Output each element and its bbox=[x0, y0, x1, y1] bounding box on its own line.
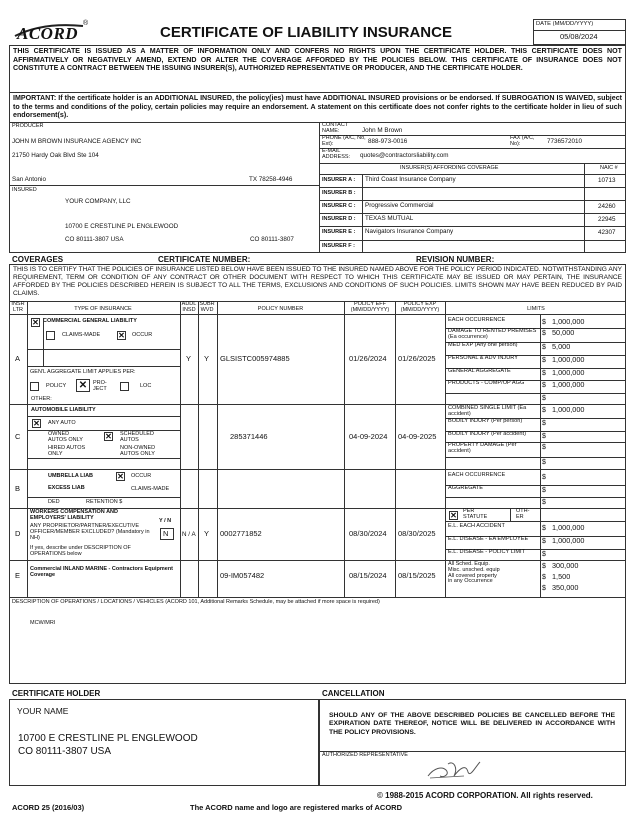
limit-label: BODILY INJURY (Per accident) bbox=[448, 431, 526, 437]
limit-dollar-sign: $ bbox=[542, 395, 546, 402]
insurer-name: Navigators Insurance Company bbox=[365, 228, 454, 235]
gl-subr-wvd: Y bbox=[204, 354, 210, 363]
limit-label: DAMAGE TO RENTED PREMISES (Ea occurrence) bbox=[448, 328, 537, 340]
holder-city: CO 80111-3807 USA bbox=[18, 746, 112, 757]
occur-label: OCCUR bbox=[132, 332, 153, 338]
phone-value: 888-973-0016 bbox=[368, 138, 408, 145]
important-text: IMPORTANT: If the certificate holder is an ADDITIONAL INSURED, the policy(ies) must have ADDITIONAL INSURED provisions or be endorsed. If SUBROGATION IS WAIVED, subject to the terms and conditions of the policy, certain policies may require an endorsement. A statement on this certificate does not confer rights to the certificate holder in lieu of such endorsement(s). bbox=[13, 94, 622, 119]
insurer-name: TEXAS MUTUAL bbox=[365, 215, 414, 222]
insurers-header: INSURER(S) AFFORDING COVERAGE bbox=[400, 165, 499, 171]
limit-value: 1,000,000 bbox=[552, 368, 585, 377]
col-policy-number: POLICY NUMBER bbox=[257, 306, 304, 312]
loc-checkbox[interactable] bbox=[120, 382, 129, 391]
gl-addl-insd: Y bbox=[186, 354, 192, 363]
scheduled-autos-label: SCHEDULED AUTOS bbox=[120, 431, 154, 443]
fax-value: 7736572010 bbox=[547, 138, 583, 145]
producer-name: JOHN M BROWN INSURANCE AGENCY INC bbox=[12, 138, 142, 145]
inland-policy-number: 09-IM057482 bbox=[220, 571, 265, 580]
limit-label: BODILY INJURY (Per person) bbox=[448, 418, 523, 424]
signature-mark bbox=[424, 758, 484, 784]
retention-label: RETENTION $ bbox=[86, 499, 123, 505]
limit-label: E.L. EACH ACCIDENT bbox=[448, 523, 505, 529]
limit-dollar-sign: $ bbox=[542, 330, 546, 337]
insurer-divider bbox=[319, 187, 626, 188]
insurer-label: INSURER F : bbox=[322, 243, 355, 249]
form-number: ACORD 25 (2016/03) bbox=[12, 803, 85, 812]
insured-address: 10700 E CRESTLINE PL ENGLEWOOD bbox=[65, 223, 179, 230]
producer-state-zip: TX 78258-4946 bbox=[249, 176, 293, 183]
project-checkbox[interactable]: ✕ bbox=[76, 379, 90, 392]
limit-label: MED EXP (Any one person) bbox=[448, 342, 518, 348]
date-value: 05/08/2024 bbox=[560, 32, 598, 41]
limit-dollar-sign: $ bbox=[542, 474, 546, 481]
insured-city-2: CO 80111-3807 bbox=[250, 236, 294, 243]
holder-address: 10700 E CRESTLINE PL ENGLEWOOD bbox=[18, 733, 198, 744]
wc-answer: N bbox=[163, 529, 169, 538]
limit-value: 5,000 bbox=[552, 342, 571, 351]
acord-logo bbox=[13, 20, 87, 45]
auto-title: AUTOMOBILE LIABILITY bbox=[31, 407, 96, 413]
limit-dollar-sign: $ bbox=[542, 370, 546, 377]
insurer-name: Progressive Commercial bbox=[365, 202, 434, 209]
wc-question: ANY PROPRIETOR/PARTNER/EXECUTIVE OFFICER/MEMBER EXCLUDED? (Mandatory in NH) bbox=[30, 523, 150, 541]
limit-label: PRODUCTS - COMP/OP AGG bbox=[448, 380, 525, 386]
per-statute-checkbox[interactable]: ✕ bbox=[450, 511, 457, 520]
producer-label: PRODUCER bbox=[12, 123, 44, 129]
col-type: TYPE OF INSURANCE bbox=[74, 306, 132, 312]
auto-policy-number: 285371446 bbox=[230, 432, 268, 441]
inland-limit-value: 350,000 bbox=[552, 583, 579, 592]
col-policy-eff: POLICY EFF (MM/DD/YYYY) bbox=[350, 301, 390, 313]
aggregate-applies-label: GEN'L AGGREGATE LIMIT APPLIES PER: bbox=[30, 369, 136, 375]
insurer-naic: 22945 bbox=[598, 216, 616, 223]
limit-dollar-sign: $ bbox=[542, 499, 546, 506]
row-divider bbox=[445, 393, 626, 394]
inland-title: Commercial INLAND MARINE - Contractors Equipment Coverage bbox=[30, 566, 174, 578]
insurer-name: Third Coast Insurance Company bbox=[365, 176, 456, 183]
insurer-divider bbox=[319, 226, 626, 227]
acord-logo-text: ACORD bbox=[17, 24, 79, 43]
wc-policy-exp: 08/30/2025 bbox=[398, 529, 436, 538]
insurer-label: INSURER C : bbox=[322, 203, 356, 209]
limit-label: AGGREGATE bbox=[448, 485, 484, 491]
limit-dollar-sign: $ bbox=[542, 407, 546, 414]
limit-value: 1,000,000 bbox=[552, 536, 585, 545]
holder-name: YOUR NAME bbox=[17, 706, 69, 716]
trademark-text: The ACORD name and logo are registered marks of ACORD bbox=[190, 803, 402, 812]
project-option-label: PRO- JECT bbox=[93, 380, 107, 392]
limit-value: 1,000,000 bbox=[552, 317, 585, 326]
coverages-label: COVERAGES bbox=[12, 255, 64, 264]
col-subr: SUBR WVD bbox=[199, 301, 215, 313]
email-label: E-MAIL ADDRESS: bbox=[322, 148, 351, 160]
insured-name: YOUR COMPANY, LLC bbox=[65, 198, 131, 205]
insurer-label: INSURER B : bbox=[322, 190, 356, 196]
umbrella-label: UMBRELLA LIAB bbox=[48, 473, 94, 479]
umbrella-claims-made-label: CLAIMS-MADE bbox=[131, 486, 170, 492]
certificate-number-label: CERTIFICATE NUMBER: bbox=[158, 255, 251, 264]
contact-name-label: CONTACT NAME: bbox=[322, 122, 349, 134]
col-insr-ltr: INSR LTR bbox=[11, 301, 25, 313]
per-statute-label: PER STATUTE bbox=[463, 508, 488, 520]
cancellation-label: CANCELLATION bbox=[322, 689, 385, 698]
limit-dollar-sign: $ bbox=[542, 525, 546, 532]
gl-checkbox[interactable]: ✕ bbox=[32, 318, 39, 327]
inland-insurer-letter: E bbox=[15, 571, 21, 580]
insured-city: CO 80111-3807 USA bbox=[65, 236, 124, 243]
limit-dollar-sign: $ bbox=[542, 319, 546, 326]
policy-option-label: POLICY bbox=[46, 383, 67, 389]
limit-label: COMBINED SINGLE LIMIT (Ea accident) bbox=[448, 405, 527, 417]
limit-label: PERSONAL & ADV INJURY bbox=[448, 355, 518, 361]
scheduled-autos-checkbox[interactable]: ✕ bbox=[105, 432, 112, 441]
wc-title: WORKERS COMPENSATION AND EMPLOYERS' LIABILITY bbox=[30, 509, 118, 521]
limit-dollar-sign: $ bbox=[542, 551, 546, 558]
limit-value: 1,000,000 bbox=[552, 405, 585, 414]
wc-insurer-letter: D bbox=[15, 529, 21, 538]
limit-dollar-sign: $ bbox=[542, 444, 546, 451]
limit-value: 1,000,000 bbox=[552, 380, 585, 389]
limit-dollar-sign: $ bbox=[542, 382, 546, 389]
row-divider bbox=[445, 457, 626, 458]
ded-label: DED bbox=[48, 499, 60, 505]
page-title: CERTIFICATE OF LIABILITY INSURANCE bbox=[160, 24, 452, 41]
claims-made-checkbox[interactable] bbox=[46, 331, 55, 340]
inland-limit-labels: All Sched. Equip. Misc. unsched. equip All covered property in any Occurrence bbox=[448, 561, 500, 585]
authorized-rep-label: AUTHORIZED REPRESENTATIVE bbox=[322, 752, 408, 758]
main-frame bbox=[9, 45, 626, 253]
wc-yn-label: Y / N bbox=[159, 518, 172, 524]
hired-autos-label: HIRED AUTOS ONLY bbox=[48, 445, 86, 457]
wc-subr-wvd: Y bbox=[204, 529, 210, 538]
oth-er-label: OTH- ER bbox=[516, 508, 530, 520]
limit-label: EACH OCCURRENCE bbox=[448, 317, 506, 323]
gl-policy-number: GLSISTC005974885 bbox=[220, 354, 290, 363]
auto-policy-exp: 04-09-2025 bbox=[398, 432, 437, 441]
loc-option-label: LOC bbox=[140, 383, 152, 389]
description-text: MCW/MRI bbox=[30, 620, 56, 626]
limit-dollar-sign: $ bbox=[542, 459, 546, 466]
naic-header: NAIC # bbox=[600, 165, 618, 171]
insured-label: INSURED bbox=[12, 187, 37, 193]
umbrella-occur-checkbox[interactable]: ✕ bbox=[117, 472, 124, 481]
other-option-label: OTHER: bbox=[31, 396, 52, 402]
limit-dollar-sign: $ bbox=[542, 357, 546, 364]
owned-autos-label: OWNED AUTOS ONLY bbox=[48, 431, 83, 443]
insurer-divider bbox=[319, 213, 626, 214]
disclaimer-text: THIS CERTIFICATE IS ISSUED AS A MATTER OF INFORMATION ONLY AND CONFERS NO RIGHTS UPON THE CERTIFICATE HOLDER. THIS CERTIFICATE DOES NOT AFFIRMATIVELY OR NEGATIVELY AMEND, EXTEND OR ALTER THE COVERAGE AFFORDED BY THE POLICIES BELOW. THIS CERTIFICATE OF INSURANCE DOES NOT CONSTITUTE A CONTRACT BETWEEN THE ISSUING INSURER(S), AUTHORIZED REPRESENTATIVE OR PRODUCER, AND THE CERTIFICATE HOLDER. bbox=[13, 47, 622, 72]
limit-label: E.L. DISEASE - POLICY LIMIT bbox=[448, 549, 525, 555]
copyright-text: © 1988-2015 ACORD CORPORATION. All rights reserved. bbox=[377, 791, 593, 800]
gl-title: COMMERCIAL GENERAL LIABILITY bbox=[43, 318, 137, 324]
wc-na: N / A bbox=[182, 531, 196, 538]
producer-address: 21750 Hardy Oak Blvd Ste 104 bbox=[12, 152, 99, 159]
wc-policy-number: 0002771852 bbox=[220, 529, 262, 538]
col-limits: LIMITS bbox=[527, 306, 545, 312]
limit-label: E.L. DISEASE - EA EMPLOYEE bbox=[448, 536, 529, 542]
insurer-label: INSURER D : bbox=[322, 216, 356, 222]
email-value: quotes@contractorsliability.com bbox=[360, 152, 449, 159]
insurer-naic: 42307 bbox=[598, 229, 616, 236]
inland-limit-value: 300,000 bbox=[552, 561, 579, 570]
limit-value: 50,000 bbox=[552, 328, 575, 337]
limit-dollar-sign: $ bbox=[542, 574, 546, 581]
col-addl: ADDL INSD bbox=[181, 301, 197, 313]
auto-policy-eff: 04-09-2024 bbox=[349, 432, 388, 441]
limit-dollar-sign: $ bbox=[542, 585, 546, 592]
auto-insurer-letter: C bbox=[15, 432, 21, 441]
insurer-naic: 24260 bbox=[598, 203, 616, 210]
claims-made-label: CLAIMS-MADE bbox=[62, 332, 101, 338]
limit-label: EACH OCCURRENCE bbox=[448, 472, 506, 478]
insurer-label: INSURER A : bbox=[322, 177, 356, 183]
limit-value: 1,000,000 bbox=[552, 355, 585, 364]
inland-policy-exp: 08/15/2025 bbox=[398, 571, 436, 580]
contact-name: John M Brown bbox=[362, 127, 403, 134]
limit-dollar-sign: $ bbox=[542, 563, 546, 570]
umbrella-occur-label: OCCUR bbox=[131, 473, 152, 479]
certificate-holder-label: CERTIFICATE HOLDER bbox=[12, 689, 101, 698]
inland-policy-eff: 08/15/2024 bbox=[349, 571, 387, 580]
policy-checkbox[interactable] bbox=[30, 382, 39, 391]
insurer-label: INSURER E : bbox=[322, 229, 356, 235]
limit-label: GENERAL AGGREGATE bbox=[448, 368, 511, 374]
limit-value: 1,000,000 bbox=[552, 523, 585, 532]
row-divider bbox=[445, 497, 626, 498]
limit-dollar-sign: $ bbox=[542, 487, 546, 494]
registered-mark: ® bbox=[83, 20, 89, 27]
non-owned-autos-label: NON-OWNED AUTOS ONLY bbox=[120, 445, 156, 457]
umbrella-insurer-letter: B bbox=[15, 484, 21, 493]
coverage-text: THIS IS TO CERTIFY THAT THE POLICIES OF INSURANCE LISTED BELOW HAVE BEEN ISSUED TO THE INSURED NAMED ABOVE FOR THE POLICY PERIOD INDICATED. NOTWITHSTANDING ANY REQUIREMENT, TERM OR CONDITION OF ANY CONTRACT OR OTHER DOCUMENT WITH RESPECT TO WHICH THIS CERTIFICATE MAY BE ISSUED OR MAY PERTAIN, THE INSURANCE AFFORDED BY THE POLICIES DESCRIBED HEREIN IS SUBJECT TO ALL THE TERMS, EXCLUSIONS AND CONDITIONS OF SUCH POLICIES. LIMITS SHOWN MAY HAVE BEEN REDUCED BY PAID CLAIMS. bbox=[13, 266, 622, 297]
limit-dollar-sign: $ bbox=[542, 420, 546, 427]
insurer-divider bbox=[319, 174, 626, 175]
insurer-divider bbox=[319, 240, 626, 241]
any-auto-checkbox[interactable]: ✕ bbox=[33, 419, 40, 428]
fax-label: FAX (A/C, No): bbox=[510, 135, 535, 147]
cancellation-text: SHOULD ANY OF THE ABOVE DESCRIBED POLICIES BE CANCELLED BEFORE THE EXPIRATION DATE THEREOF, NOTICE WILL BE DELIVERED IN ACCORDANCE WITH THE POLICY PROVISIONS. bbox=[329, 712, 615, 736]
any-auto-label: ANY AUTO bbox=[48, 420, 76, 426]
phone-label: PHONE (A/C, No, Ext): bbox=[322, 135, 366, 147]
revision-number-label: REVISION NUMBER: bbox=[416, 255, 495, 264]
gl-policy-eff: 01/26/2024 bbox=[349, 354, 387, 363]
limit-dollar-sign: $ bbox=[542, 344, 546, 351]
gl-insurer-letter: A bbox=[15, 354, 21, 363]
date-label: DATE (MM/DD/YYYY) bbox=[536, 21, 594, 27]
limit-dollar-sign: $ bbox=[542, 538, 546, 545]
description-label: DESCRIPTION OF OPERATIONS / LOCATIONS / VEHICLES (ACORD 101, Additional Remarks Schedule, may be attached if more space is required) bbox=[12, 599, 380, 605]
wc-yes-describe: If yes, describe under DESCRIPTION OF OPERATIONS below bbox=[30, 545, 131, 557]
gl-policy-exp: 01/26/2025 bbox=[398, 354, 436, 363]
inland-limit-value: 1,500 bbox=[552, 572, 571, 581]
limit-label: PROPERTY DAMAGE (Per accident) bbox=[448, 442, 517, 454]
occur-checkbox[interactable]: ✕ bbox=[118, 331, 125, 340]
insurer-divider bbox=[319, 200, 626, 201]
col-policy-exp: POLICY EXP (MM/DD/YYYY) bbox=[400, 301, 440, 313]
insurer-naic: 10713 bbox=[598, 177, 616, 184]
producer-city: San Antonio bbox=[12, 176, 46, 183]
excess-label: EXCESS LIAB bbox=[48, 485, 85, 491]
wc-policy-eff: 08/30/2024 bbox=[349, 529, 387, 538]
limit-dollar-sign: $ bbox=[542, 433, 546, 440]
